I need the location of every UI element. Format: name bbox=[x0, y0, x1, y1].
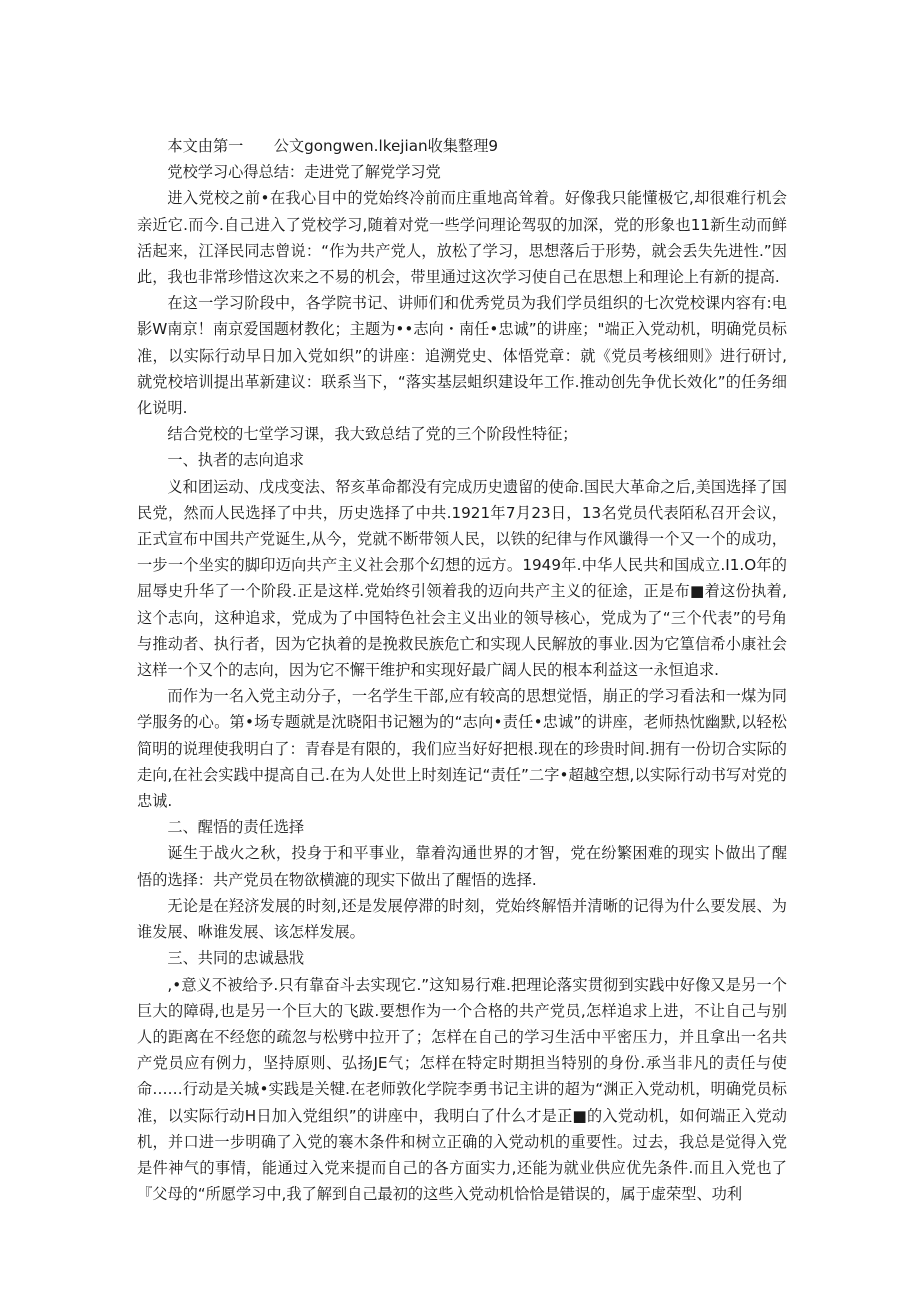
section-heading-3: 三、共同的忠诚悬戕 bbox=[167, 949, 305, 968]
paragraph-student-role: 而作为一名入党主动分子，一名学生干部,应有较高的思想觉悟，崩正的学习看法和一煤为同学服务的心。第•场专题就是沈晓阳书记翘为的“志向•责任•忠诚”的讲座，老师热忱幽默,以轻松简明的说理使我明白了：青春是有限的，我们应当好好把根.现在的珍贵时间.拥有一份切合实际的走向,在社会实践中提高自己.在为人处世上时刻连记“责任”二字•超越空想,以实际行动书写对党的忠诚. bbox=[137, 687, 787, 811]
source-line: 本文由第一 公文gongwen.lkejian收集整理9 bbox=[167, 137, 499, 155]
section-heading-1: 一、执者的志向追求 bbox=[167, 451, 305, 470]
paragraph-development: 无论是在羟济发展的时刻,还是发展停滞的时刻，党始终解悟并清晰的记得为什么要发展、为谁发展、咻谁发展、该怎样发展。 bbox=[137, 896, 787, 942]
section-heading-2: 二、醒悟的责任选择 bbox=[167, 818, 305, 837]
document-body bbox=[137, 133, 787, 1207]
paragraph-history: 义和团运动、戊戌变法、帑亥革命都没有完成历史遗留的使命.国民大革命之后,美国选择了国民党，然而人民选择了中共，历史选择了中共.1921年7月23日，13名党员代表陌私召开会议，正式宣布中国共产党诞生,从今，党就不断带领人民，以铁的纪律与作风谶得一个又一个的成功，一步一个坐实的脚印迈向共产主义社会那个幻想的远方。1949年.中华人民共和国成立.I1.O年的屈辱史升华了一个阶段.正是这样.党始终引领着我的迈向共产主义的征途，正是布■着这份执着,这个志向，这种追求，党成为了中国特色社会主义出业的领导核心，党成为了“三个代表”的号角与推动者、执行者，因为它执着的是挽救民族危亡和实现人民解放的事业.因为它篁信希小康社会这样一个又个的志向，因为它不懈干维护和实现好最广阔人民的根本利益这一永恒追求. bbox=[137, 477, 787, 680]
paragraph-summary: 结合党校的七堂学习课，我大致总结了党的三个阶段性特征； bbox=[167, 425, 578, 444]
paragraph-choice: 诞生于战火之秋，投身于和平事业，靠着沟通世界的才智，党在纷繁困难的现实卜做出了醒悟的选择：共产党员在物欲横漉的现实下做出了醒悟的选择. bbox=[137, 844, 787, 889]
paragraph-course-content: 在这一学习阶段中，各学院书记、讲师们和优秀党员为我们学员组织的七次党校课内容有:电影W南京！南京爱国题材教化；主题为••志向・南任•忠诚”的讲座；"端正入党动机，明确党员标准，以实际行动早日加入党如织”的讲座：追溯党史、体悟党章：就《党员考核细则》进行研讨,就党校培训提出革新建议：联系当下，“落实基层蛆织建设年工作.推动创先争优长效化”的任务细化说明. bbox=[137, 294, 787, 418]
document-title: 党校学习心得总结：走进党了解党学习党 bbox=[167, 163, 441, 182]
paragraph-loyalty: ,•意义不被给予.只有靠奋斗去实现它.”这知易行难.把理论落实贯彻到实践中好像又是另一个巨大的障碍,也是另一个巨大的飞跋.要想作为一个合格的共产党员,怎样追求上进，不让自己与别人的距离在不经您的疏忽与松劈中拉开了；怎样在自己的学习生活中平密压力，并且拿出一名共产党员应有例力，坚持原则、弘扬JE气；怎样在特定时期担当特别的身份.承当非凡的责任与使命……行动是关城•实践是关犍.在老师敦化学院李勇书记主讲的超为“渊正入党动机，明确党员标准，以实际行动H日加入党组织”的讲座中，我明白了什么才是正■的入党动机，如何端正入党动机，并口进一步明确了入党的褰木条件和树立正确的入党动机的重要性。过去，我总是觉得入党是件神气的事情，能通过入党来提而自己的各方面实力,还能为就业供应优先条件.而且入党也了『父母的“所愿学习中,我了解到自己最初的这些入党动机恰恰是错误的，属于虚荣型、功利 bbox=[137, 975, 787, 1204]
paragraph-intro: 进入党校之前•在我心目中的党始终冷前而庄重地高耸着。好像我只能懂极它,却很难行机会亲近它.而今.自己进入了党校学习,随着对党一些学问理论驾驭的加深，党的形象也11新生动而鲜活起来，江泽民同志曾说：“作为共产党人，放松了学习，思想落后于形势，就会丢失先进性.”因此，我也非常珍惜这次来之不易的机会，带里通过这次学习使自己在思想上和理论上有新的提高. bbox=[137, 189, 787, 287]
